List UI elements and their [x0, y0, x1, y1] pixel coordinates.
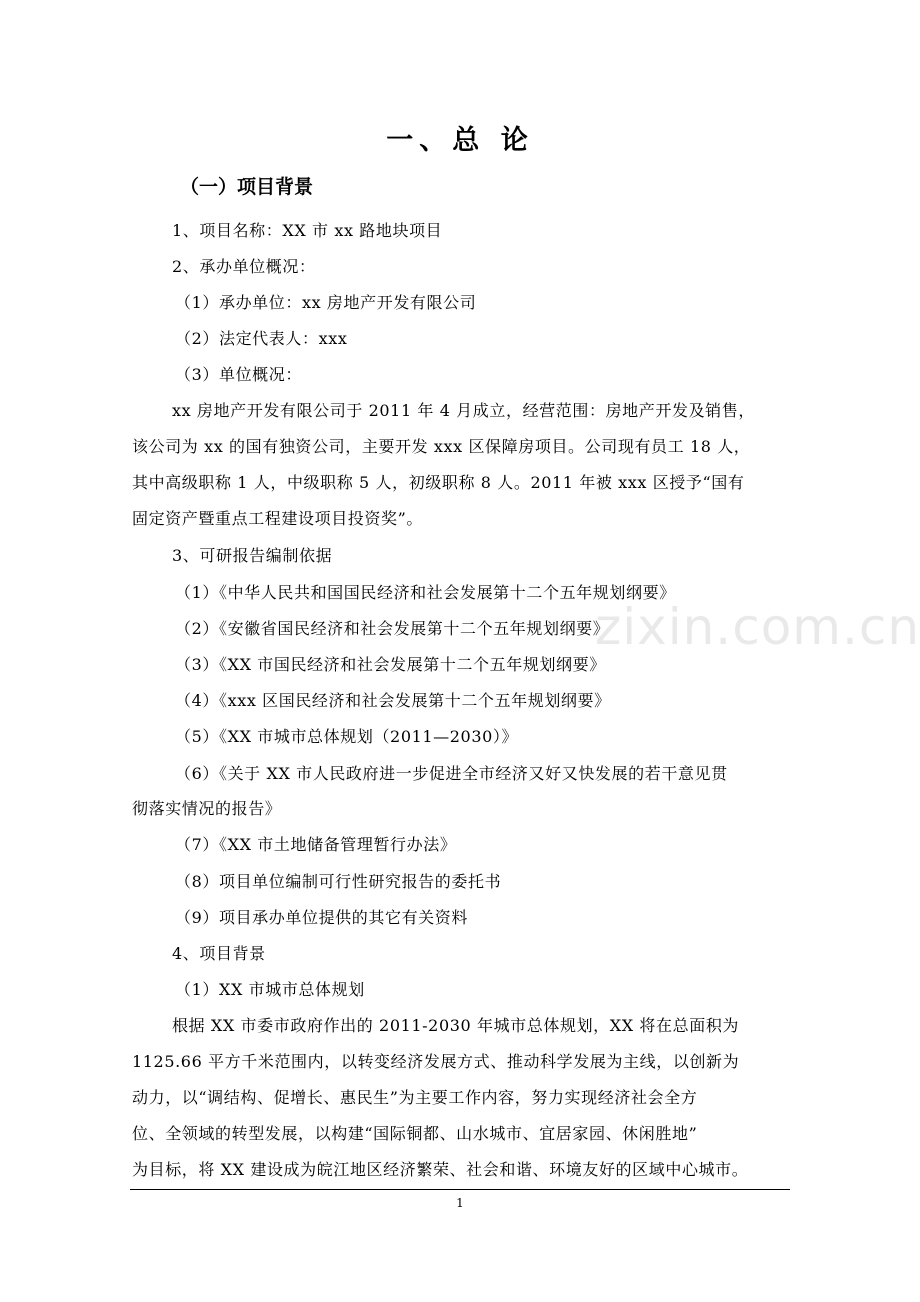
paragraph-line: 该公司为 xx 的国有独资公司，主要开发 xxx 区保障房项目。公司现有员工 18 人，	[132, 437, 751, 456]
paragraph-line: 4、项目背景	[172, 944, 266, 963]
paragraph-line: （3）《XX 市国民经济和社会发展第十二个五年规划纲要》	[175, 655, 606, 674]
paragraph-line: 1、项目名称：XX 市 xx 路地块项目	[172, 221, 443, 240]
watermark: zixin.com.cn	[595, 598, 920, 656]
chapter-title: 一、总 论	[386, 125, 534, 156]
paragraph-line: （8）项目单位编制可行性研究报告的委托书	[175, 872, 502, 891]
paragraph-line: 彻落实情况的报告》	[132, 799, 282, 818]
page-number: 1	[456, 1196, 464, 1210]
paragraph-line: （2）法定代表人：xxx	[175, 329, 348, 348]
paragraph-line: 1125.66 平方千米范围内，以转变经济发展方式、推动科学发展为主线，以创新为	[132, 1052, 740, 1071]
paragraph-line: （1）《中华人民共和国国民经济和社会发展第十二个五年规划纲要》	[175, 583, 676, 602]
paragraph-line: （4）《xxx 区国民经济和社会发展第十二个五年规划纲要》	[175, 691, 611, 710]
paragraph-line: （3）单位概况：	[175, 365, 302, 384]
paragraph-line: （1）承办单位：xx 房地产开发有限公司	[175, 293, 477, 312]
paragraph-line: xx 房地产开发有限公司于 2011 年 4 月成立，经营范围：房地产开发及销售，	[172, 401, 755, 420]
paragraph-line: 位、全领域的转型发展，以构建“国际铜都、山水城市、宜居家园、休闲胜地”	[132, 1124, 698, 1143]
footer-rule	[130, 1189, 790, 1190]
paragraph-line: （7）《XX 市土地储备管理暂行办法》	[175, 835, 457, 854]
section-title: （一）项目背景	[180, 176, 314, 198]
paragraph-line: 动力，以“调结构、促增长、惠民生”为主要工作内容，努力实现经济社会全方	[132, 1088, 698, 1107]
paragraph-line: （2）《安徽省国民经济和社会发展第十二个五年规划纲要》	[175, 619, 610, 638]
paragraph-line: 2、承办单位概况：	[172, 257, 316, 276]
paragraph-line: 其中高级职称 1 人，中级职称 5 人，初级职称 8 人。2011 年被 xxx 区授予“国有	[132, 473, 745, 492]
paragraph-line: （6）《关于 XX 市人民政府进一步促进全市经济又好又快发展的若干意见贯	[175, 764, 728, 783]
paragraph-line: （5）《XX 市城市总体规划（2011—2030）》	[175, 727, 519, 746]
paragraph-line: 为目标，将 XX 建设成为皖江地区经济繁荣、社会和谐、环境友好的区域中心城市。	[132, 1160, 749, 1179]
paragraph-line: 3、可研报告编制依据	[172, 546, 333, 565]
paragraph-line: （9）项目承办单位提供的其它有关资料	[175, 908, 468, 927]
paragraph-line: 固定资产暨重点工程建设项目投资奖”。	[132, 509, 423, 528]
paragraph-line: 根据 XX 市委市政府作出的 2011-2030 年城市总体规划，XX 将在总面积为	[172, 1016, 740, 1035]
paragraph-line: （1）XX 市城市总体规划	[175, 980, 365, 999]
